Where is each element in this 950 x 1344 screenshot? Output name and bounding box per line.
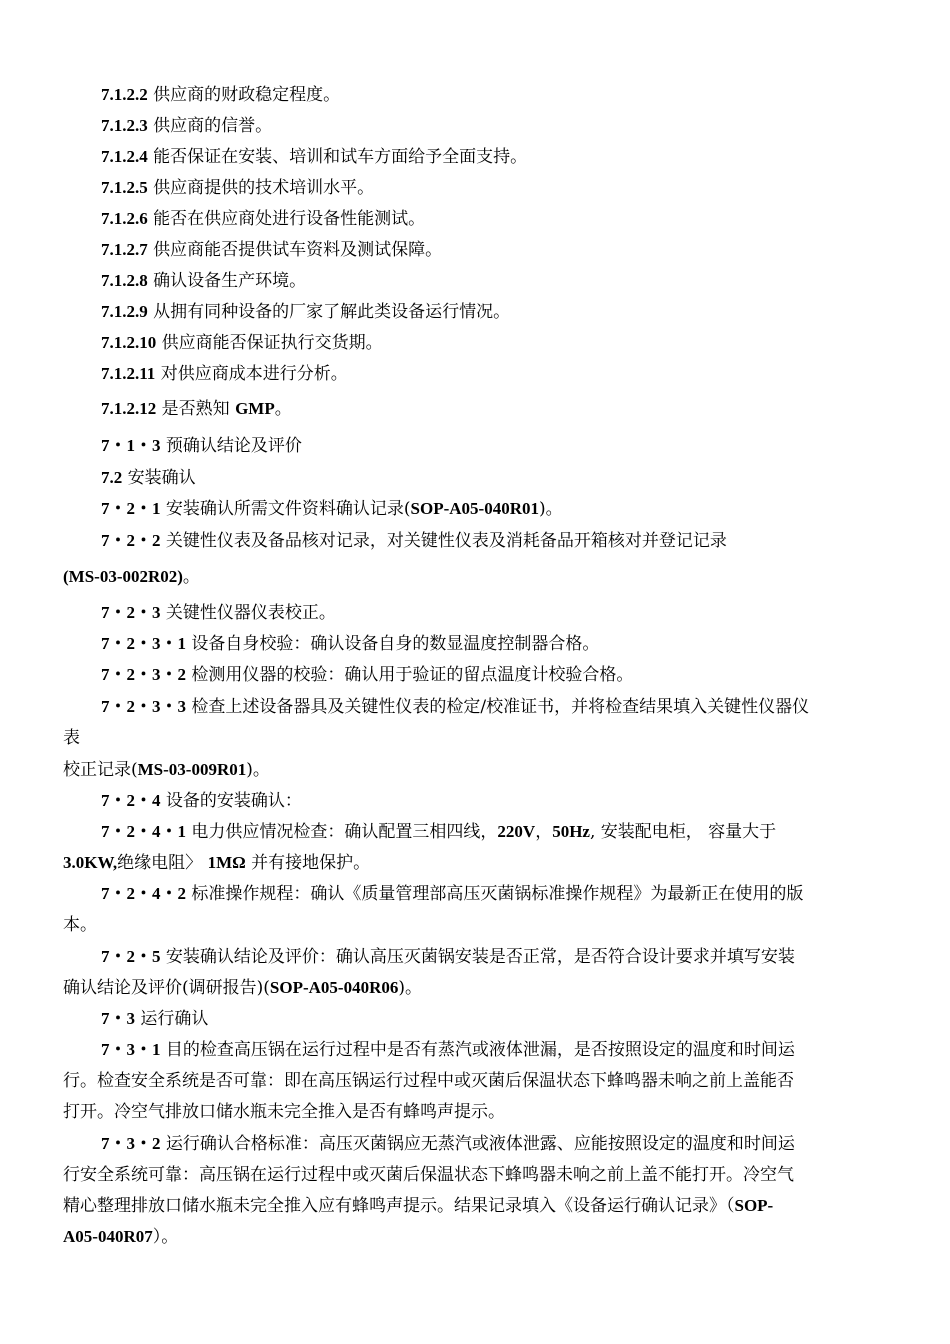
clause-7-1-2-11: 7.1.2.11 对供应商成本进行分析。: [101, 364, 348, 384]
clause-7-1-2-8: 7.1.2.8 确认设备生产环境。: [101, 271, 307, 291]
clause-7-2-1: 7・2・1 安装确认所需文件资料确认记录(SOP-A05-040R01)。: [101, 499, 563, 519]
clause-7-1-3: 7・1・3 预确认结论及评价: [101, 436, 302, 456]
clause-7-3-2-cont2: 精心整理排放口储水瓶未完全推入应有蜂鸣声提示。结果记录填入《设备运行确认记录》（SOP-: [63, 1196, 774, 1216]
clause-7-1-2-10: 7.1.2.10 供应商能否保证执行交货期。: [101, 333, 383, 353]
clause-7-1-2-7: 7.1.2.7 供应商能否提供试车资料及测试保障。: [101, 240, 443, 260]
clause-7-3-2-cont: 行安全系统可靠：高压锅在运行过程中或灭菌后保温状态下蜂鸣器未响之前上盖不能打开。冷空气: [63, 1165, 794, 1185]
clause-7-1-2-2: 7.1.2.2 供应商的财政稳定程度。: [101, 85, 341, 105]
clause-7-2-4-2-cont: 本。: [63, 915, 97, 935]
clause-7-2-2-cont: (MS-03-002R02)。: [63, 567, 200, 587]
clause-7-2-5-cont: 确认结论及评价(调研报告)(SOP-A05-040R06)。: [63, 978, 422, 998]
clause-7-2-3: 7・2・3 关键性仪器仪表校正。: [101, 603, 336, 623]
clause-7-2-3-3-cont: 表: [63, 728, 80, 748]
clause-7-2-3-3-cont2: 校正记录(MS-03-009R01)。: [63, 760, 270, 780]
clause-7-3-1-cont: 行。检查安全系统是否可靠：即在高压锅运行过程中或灭菌后保温状态下蜂鸣器未响之前上盖能否: [63, 1071, 794, 1091]
clause-7-2-4: 7・2・4 设备的安装确认：: [101, 791, 302, 811]
clause-7-2-2: 7・2・2 关键性仪表及备品核对记录，对关键性仪表及消耗备品开箱核对并登记记录: [101, 531, 727, 551]
clause-7-3-1-cont2: 打开。冷空气排放口储水瓶未完全推入是否有蜂鸣声提示。: [63, 1102, 505, 1122]
clause-7-2-3-2: 7・2・3・2 检测用仪器的校验：确认用于验证的留点温度计校验合格。: [101, 665, 634, 685]
clause-7-2-4-1-cont: 3.0KW,绝缘电阻〉 1MΩ 并有接地保护。: [63, 853, 371, 873]
clause-7-1-2-9: 7.1.2.9 从拥有同种设备的厂家了解此类设备运行情况。: [101, 302, 511, 322]
clause-7-1-2-12: 7.1.2.12 是否熟知 GMP。: [101, 399, 292, 419]
clause-7-1-2-3: 7.1.2.3 供应商的信誉。: [101, 116, 273, 136]
clause-7-1-2-6: 7.1.2.6 能否在供应商处进行设备性能测试。: [101, 209, 426, 229]
section-7-2: 7.2 安装确认: [101, 468, 196, 488]
clause-7-2-4-2: 7・2・4・2 标准操作规程：确认《质量管理部高压灭菌锅标准操作规程》为最新正在使用的版: [101, 884, 804, 904]
clause-7-1-2-4: 7.1.2.4 能否保证在安装、培训和试车方面给予全面支持。: [101, 147, 528, 167]
clause-7-3-2: 7・3・2 运行确认合格标准：高压灭菌锅应无蒸汽或液体泄露、应能按照设定的温度和时间运: [101, 1134, 795, 1154]
clause-7-3-2-cont3: A05-040R07）。: [63, 1227, 179, 1247]
clause-7-3-1: 7・3・1 目的检查高压锅在运行过程中是否有蒸汽或液体泄漏，是否按照设定的温度和时间运: [101, 1040, 795, 1060]
clause-7-2-5: 7・2・5 安装确认结论及评价：确认高压灭菌锅安装是否正常，是否符合设计要求并填写安装: [101, 947, 795, 967]
clause-7-2-3-3: 7・2・3・3 检查上述设备器具及关键性仪表的检定/校准证书，并将检查结果填入关键性仪器仪: [101, 697, 810, 717]
section-7-3: 7・3 运行确认: [101, 1009, 209, 1029]
clause-7-2-3-1: 7・2・3・1 设备自身校验：确认设备自身的数显温度控制器合格。: [101, 634, 600, 654]
clause-7-1-2-5: 7.1.2.5 供应商提供的技术培训水平。: [101, 178, 375, 198]
clause-7-2-4-1: 7・2・4・1 电力供应情况检查：确认配置三相四线，220V，50Hz, 安装配电柜， 容量大于: [101, 822, 777, 842]
